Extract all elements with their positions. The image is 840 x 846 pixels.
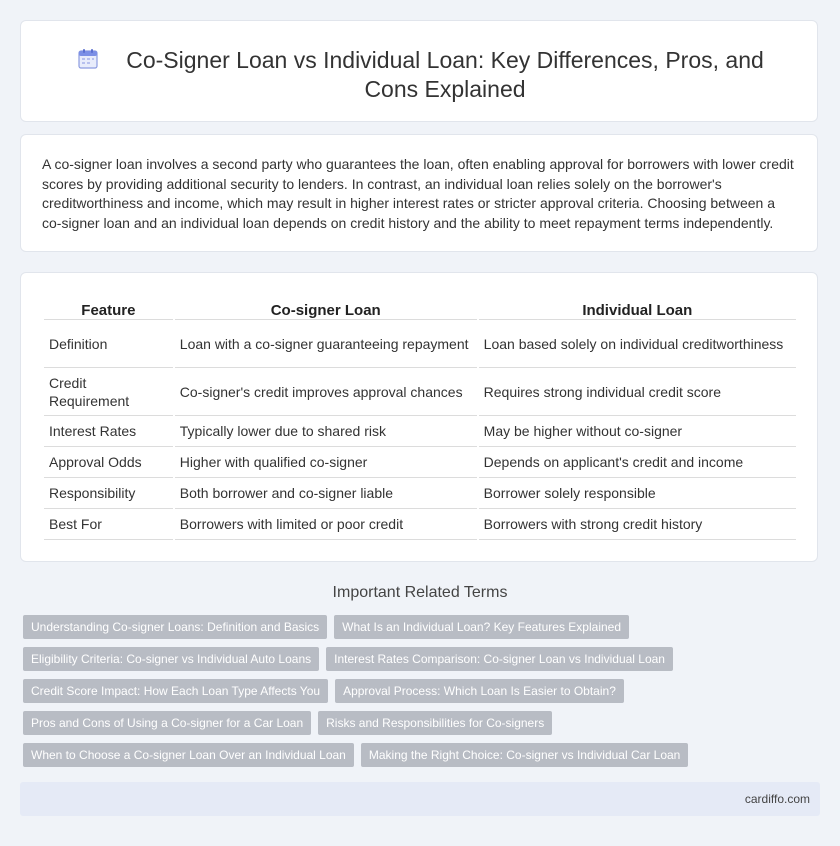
table-cell: Credit Requirement (44, 368, 173, 416)
table-cell: Responsibility (44, 478, 173, 509)
table-cell: Borrower solely responsible (479, 478, 796, 509)
table-cell: Depends on applicant's credit and income (479, 447, 796, 478)
footer-site-link[interactable]: cardiffo.com (744, 792, 810, 806)
related-term-tag[interactable]: Approval Process: Which Loan Is Easier to Obtain? (335, 679, 624, 703)
related-term-tag[interactable]: Understanding Co-signer Loans: Definition and Basics (23, 615, 327, 639)
calendar-icon (77, 48, 99, 70)
table-cell: Both borrower and co-signer liable (175, 478, 477, 509)
tag-row (23, 679, 803, 703)
intro-card (20, 134, 818, 252)
table-cell: Loan based solely on individual creditworthiness (479, 320, 796, 368)
table-header-row (44, 297, 796, 320)
related-term-tag[interactable]: Making the Right Choice: Co-signer vs Individual Car Loan (361, 743, 689, 767)
related-terms-heading: Important Related Terms (332, 584, 508, 601)
table-cell: Borrowers with strong credit history (479, 509, 796, 540)
title-card (20, 20, 818, 122)
table-row (44, 416, 796, 447)
related-terms-list (23, 615, 803, 775)
table-row (44, 509, 796, 540)
tag-row (23, 743, 803, 767)
table-cell: Loan with a co-signer guaranteeing repayment (175, 320, 477, 368)
comparison-table (42, 297, 798, 540)
related-term-tag[interactable]: Interest Rates Comparison: Co-signer Loan vs Individual Loan (326, 647, 673, 671)
table-cell: Typically lower due to shared risk (175, 416, 477, 447)
table-row (44, 478, 796, 509)
tag-row (23, 615, 803, 639)
related-term-tag[interactable]: What Is an Individual Loan? Key Features Explained (334, 615, 629, 639)
table-row (44, 368, 796, 416)
related-term-tag[interactable]: Credit Score Impact: How Each Loan Type Affects You (23, 679, 328, 703)
table-row (44, 320, 796, 368)
header-individual-loan: Individual Loan (479, 297, 796, 320)
related-term-tag[interactable]: Pros and Cons of Using a Co-signer for a Car Loan (23, 711, 311, 735)
table-row (44, 447, 796, 478)
table-cell: Interest Rates (44, 416, 173, 447)
page-title: Co-Signer Loan vs Individual Loan: Key Differences, Pros, and Cons Explained (126, 47, 764, 102)
table-cell: Definition (44, 320, 173, 368)
header-feature: Feature (44, 297, 173, 320)
tag-row (23, 711, 803, 735)
footer (20, 782, 820, 816)
table-cell: Higher with qualified co-signer (175, 447, 477, 478)
table-cell: Borrowers with limited or poor credit (175, 509, 477, 540)
tag-row (23, 647, 803, 671)
table-cell: Approval Odds (44, 447, 173, 478)
intro-paragraph: A co-signer loan involves a second party who guarantees the loan, often enabling approval for borrowers with lower credit scores by providing additional security to lenders. In contrast, an individual loan relies solely on the borrower's creditworthiness and income, which may result in higher interest rates or stricter approval criteria. Choosing between a co-signer loan and an individual loan depends on credit history and the ability to meet repayment terms independently. (42, 156, 794, 231)
related-term-tag[interactable]: Eligibility Criteria: Co-signer vs Individual Auto Loans (23, 647, 319, 671)
table-cell: Best For (44, 509, 173, 540)
comparison-card (20, 272, 818, 562)
table-cell: Requires strong individual credit score (479, 368, 796, 416)
header-cosigner-loan: Co-signer Loan (175, 297, 477, 320)
related-term-tag[interactable]: When to Choose a Co-signer Loan Over an Individual Loan (23, 743, 354, 767)
table-cell: May be higher without co-signer (479, 416, 796, 447)
related-term-tag[interactable]: Risks and Responsibilities for Co-signers (318, 711, 552, 735)
table-cell: Co-signer's credit improves approval chances (175, 368, 477, 416)
